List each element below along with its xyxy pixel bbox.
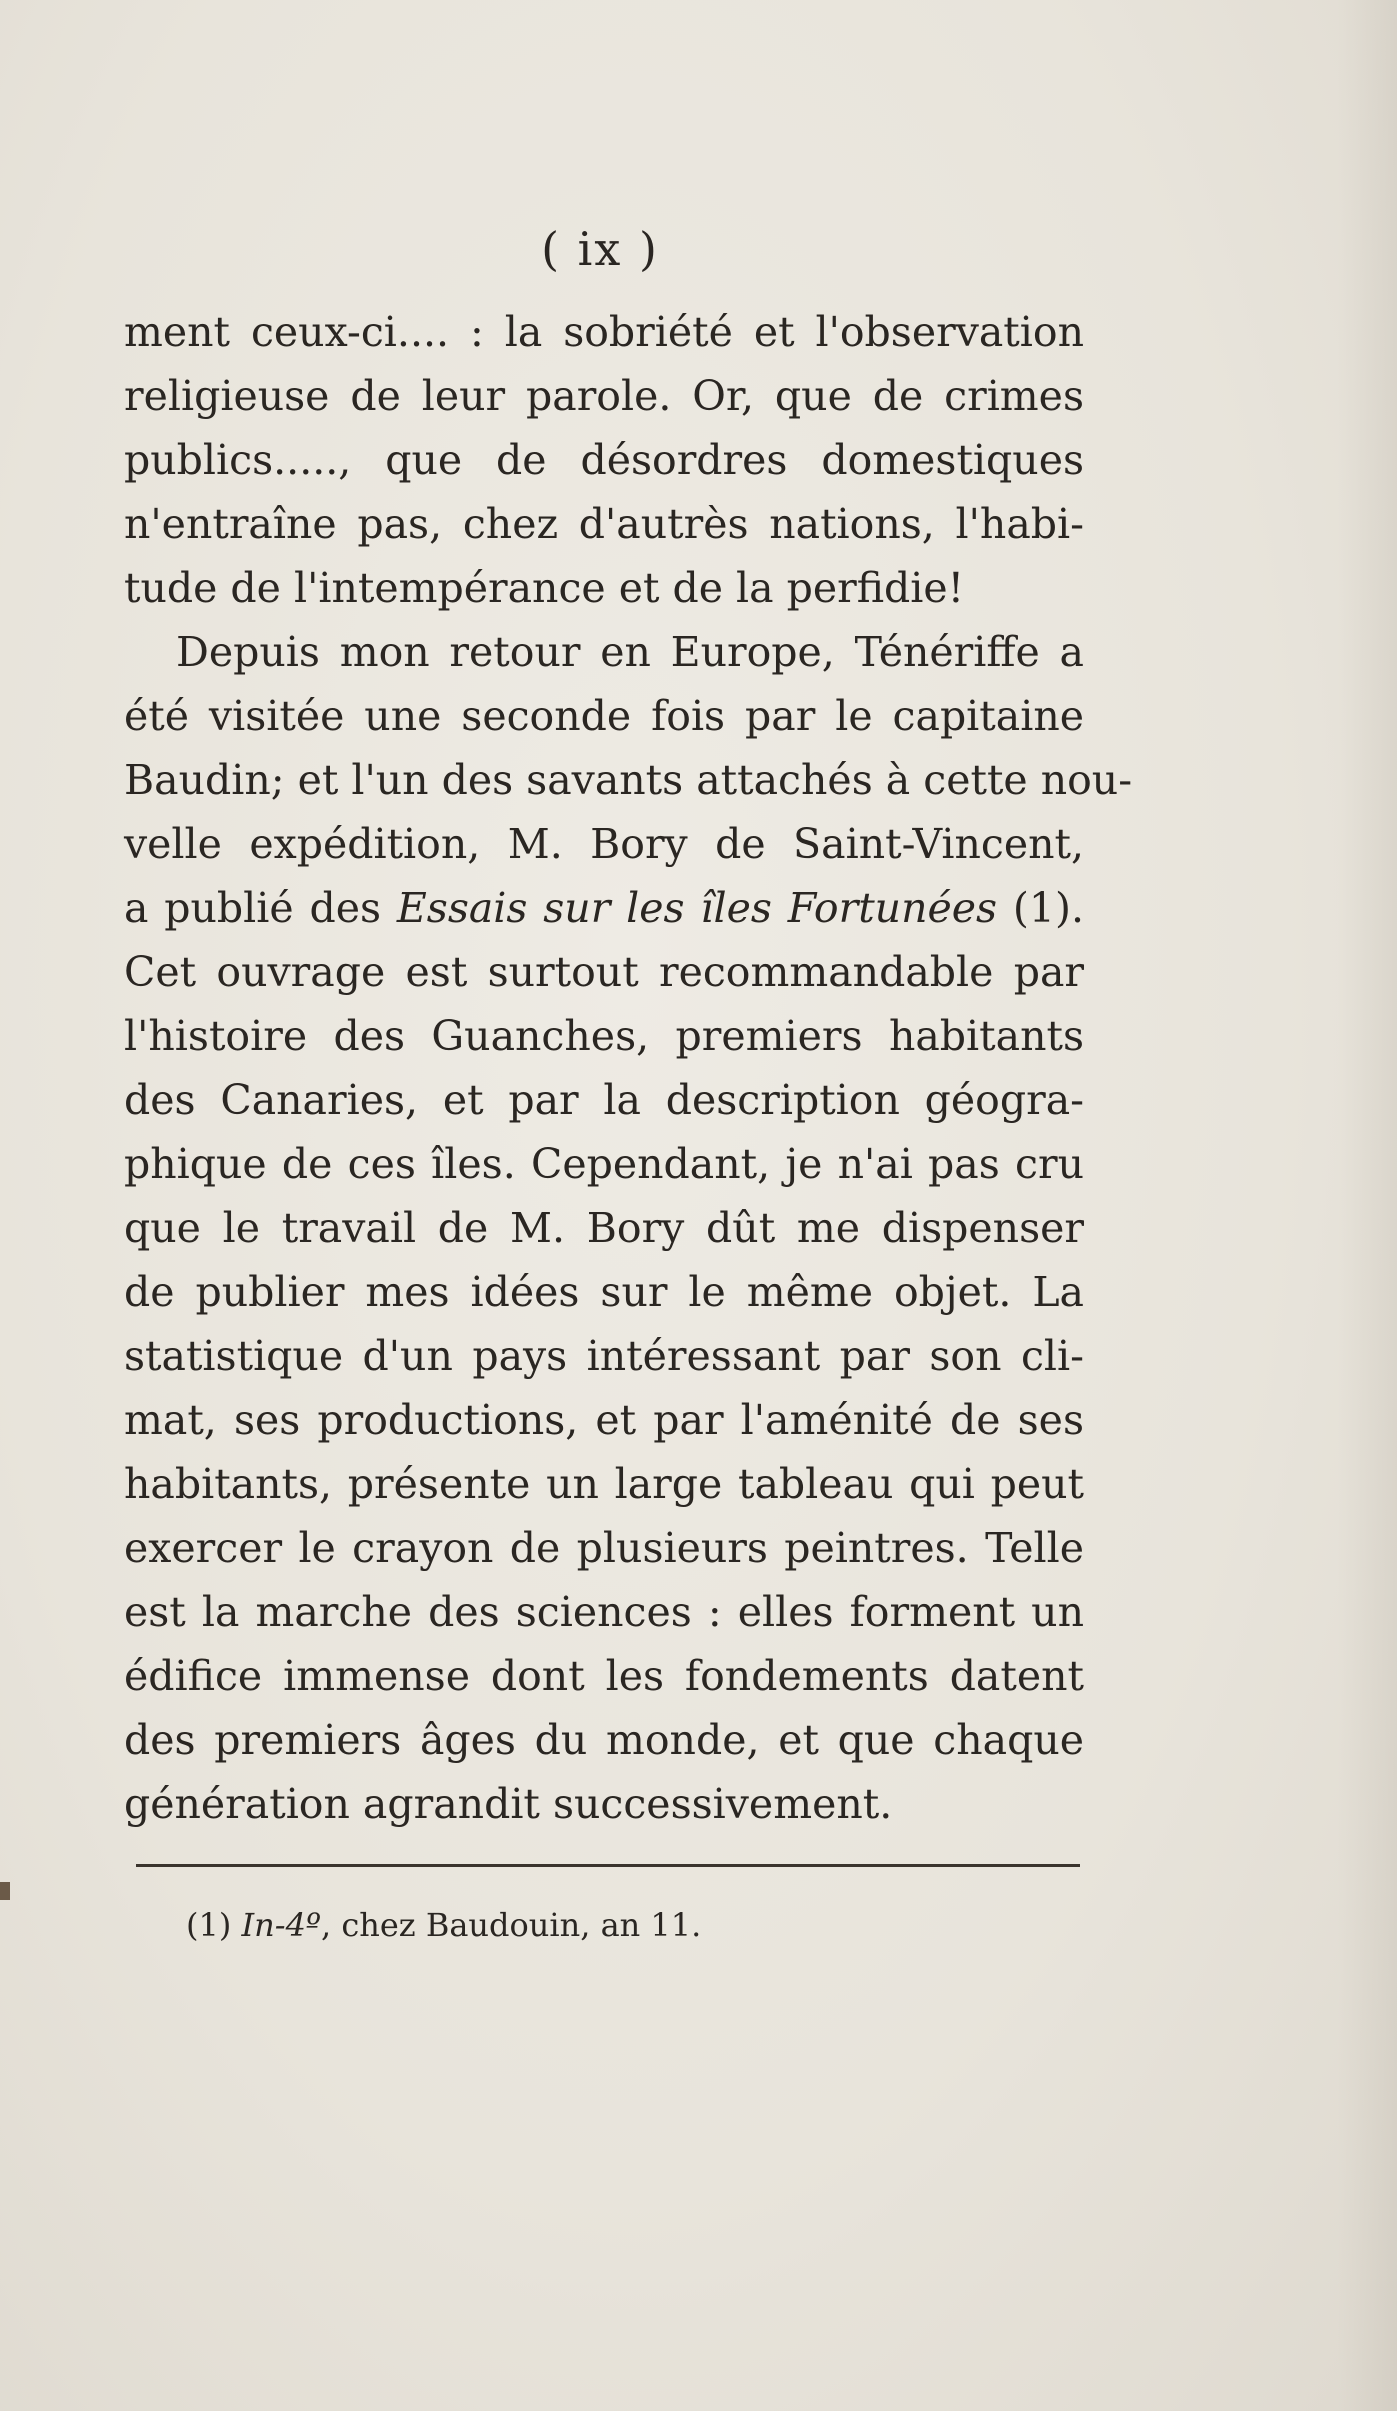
text-line: tude de l'intempérance et de la perfidie!	[124, 564, 965, 612]
text-line: l'histoire des Guanches, premiers habitants	[124, 1012, 1084, 1060]
text-line: exercer le crayon de plusieurs peintres. Telle	[124, 1524, 1084, 1572]
text-line	[124, 876, 1084, 940]
body-text	[124, 300, 1133, 1836]
text-line: n'entraîne pas, chez d'autrès nations, l'habi-	[124, 500, 1084, 548]
footnote-format: In-4º	[241, 1906, 321, 1944]
text-line: ment ceux-ci.... : la sobriété et l'observation	[124, 308, 1084, 356]
text-line: des Canaries, et par la description géogra-	[124, 1076, 1084, 1124]
footnote-rule	[136, 1864, 1080, 1867]
text-line: mat, ses productions, et par l'aménité de ses	[124, 1396, 1084, 1444]
text-line-segment: (1).	[997, 884, 1084, 932]
text-line: religieuse de leur parole. Or, que de crimes	[124, 372, 1084, 420]
margin-mark	[0, 1882, 10, 1900]
text-line: velle expédition, M. Bory de Saint-Vincent,	[124, 820, 1084, 868]
footnote	[186, 1906, 701, 1944]
text-line: phique de ces îles. Cependant, je n'ai pas cru	[124, 1140, 1084, 1188]
text-line: Baudin; et l'un des savants attachés à cette nou-	[124, 756, 1133, 804]
text-line: habitants, présente un large tableau qui peut	[124, 1460, 1084, 1508]
page-edge-shadow	[1337, 0, 1397, 2411]
text-line: génération agrandit successivement.	[124, 1780, 893, 1828]
footnote-text: , chez Baudouin, an 11.	[320, 1906, 702, 1944]
text-line: Cet ouvrage est surtout recommandable par	[124, 948, 1084, 996]
page-number: ( ix )	[541, 222, 659, 276]
text-line-segment: a publié des	[124, 884, 397, 932]
text-line: que le travail de M. Bory dût me dispenser	[124, 1204, 1084, 1252]
text-line: statistique d'un pays intéressant par son cli-	[124, 1332, 1084, 1380]
text-line: publics....., que de désordres domestiques	[124, 436, 1084, 484]
text-line: Depuis mon retour en Europe, Ténériffe a	[176, 628, 1084, 676]
text-line: édifice immense dont les fondements datent	[124, 1652, 1084, 1700]
book-title-italic: Essais sur les îles Fortunées	[396, 884, 998, 932]
text-line: est la marche des sciences : elles forment un	[124, 1588, 1084, 1636]
text-line: de publier mes idées sur le même objet. La	[124, 1268, 1084, 1316]
footnote-marker: (1)	[186, 1906, 242, 1944]
text-line: des premiers âges du monde, et que chaque	[124, 1716, 1084, 1764]
text-line: été visitée une seconde fois par le capitaine	[124, 692, 1084, 740]
